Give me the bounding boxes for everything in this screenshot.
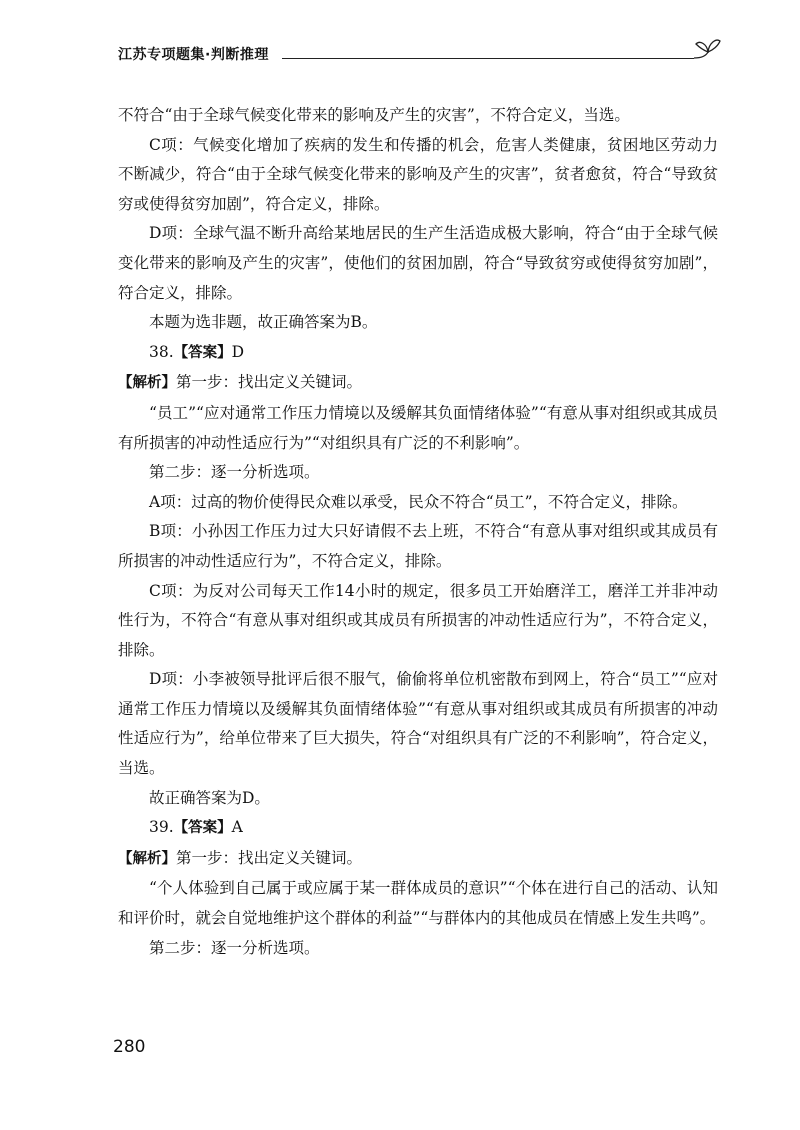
q38-answer-tag: 【答案】 [173,344,232,361]
q38-number: 38. [149,342,174,361]
header-rule [282,58,694,59]
sprout-icon [690,30,722,64]
q39-answer: A [231,818,243,837]
q38-option-a: A项：过高的物价使得民众难以承受，民众不符合“员工”，不符合定义，排除。 [149,492,688,511]
paragraph: 不符合“由于全球气候变化带来的影响及产生的灾害”，不符合定义，当选。 [118,106,630,124]
q38-step2: 第二步：逐一分析选项。 [149,463,320,482]
q39-answer-tag: 【答案】 [173,820,232,837]
q39-step2: 第二步：逐一分析选项。 [149,938,320,957]
q38-option-b: B项：小孙因工作压力过大只好请假不去上班，不符合“有意从事对组织或其成员有所损害的冲动性适应行为”，不符合定义，排除。 [118,522,718,570]
q39-analysis-tag: 【解析】 [118,850,176,867]
page-number: 280 [113,1037,146,1057]
q39-analysis-line [118,844,718,875]
q38-option-c: C项：为反对公司每天工作14小时的规定，很多员工开始磨洋工，磨洋工并非冲动性行为，不符合“有意从事对组织或其成员有所损害的冲动性适应行为”，不符合定义，排除。 [118,581,718,659]
q38-answer-line [118,338,718,369]
main-content [118,101,718,963]
q39-keywords: “个人体验到自己属于或应属于某一群体成员的意识”“个体在进行自己的活动、认知和评价时，就会自觉地维护这个群体的利益”“与群体内的其他成员在情感上发生共鸣”。 [118,879,718,928]
q38-conclusion: 故正确答案为D。 [149,788,270,807]
q38-option-d: D项：小李被领导批评后很不服气，偷偷将单位机密散布到网上，符合“员工”“应对通常工作压力情境以及缓解其负面情绪体验”“有意从事对组织或其成员有所损害的冲动性适应行为”，给单位带来了巨大损失，符合“对组织具有广泛的不利影响”，符合定义，当选。 [118,670,718,778]
q38-step1: 第一步：找出定义关键词。 [176,373,363,392]
q38-keywords: “员工”“应对通常工作压力情境以及缓解其负面情绪体验”“有意从事对组织或其成员有所损害的冲动性适应行为”“对组织具有广泛的不利影响”。 [118,403,718,452]
q39-answer-line [118,813,718,844]
running-header-title: 江苏专项题集·判断推理 [118,47,269,63]
q38-answer: D [231,342,245,361]
paragraph-conclusion: 本题为选非题，故正确答案为B。 [149,313,378,332]
q38-analysis-tag: 【解析】 [118,375,176,392]
q39-step1: 第一步：找出定义关键词。 [176,848,363,867]
paragraph-option-c: C项：气候变化增加了疾病的发生和传播的机会，危害人类健康，贫困地区劳动力不断减少，符合“由于全球气候变化带来的影响及产生的灾害”，贫者愈贫，符合“导致贫穷或使得贫穷加剧”，符合定义，排除。 [118,135,718,213]
paragraph-option-d: D项：全球气温不断升高给某地居民的生产生活造成极大影响，符合“由于全球气候变化带来的影响及产生的灾害”，使他们的贫困加剧，符合“导致贫穷或使得贫穷加剧”，符合定义，排除。 [118,224,718,302]
q38-analysis-line [118,368,718,399]
q39-number: 39. [149,818,174,837]
